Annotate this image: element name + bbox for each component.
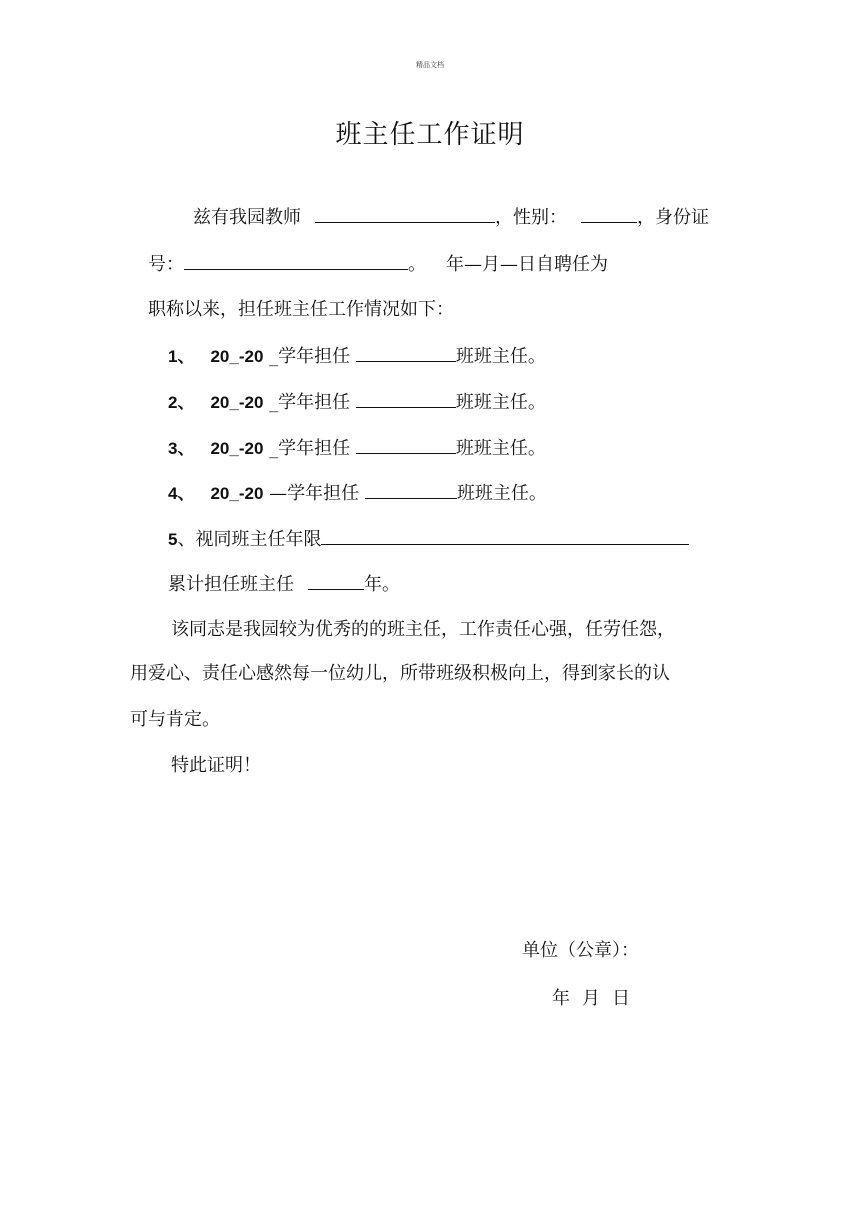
item-mid: —学年担任: [263, 483, 365, 504]
date-year: 年: [552, 988, 570, 1009]
class-blank: [356, 435, 456, 454]
years-equivalent-blank: [321, 526, 689, 545]
id-label-a: ，身份证: [637, 207, 709, 228]
document-title: 班主任工作证明: [335, 120, 525, 150]
list-item: [168, 435, 546, 461]
item-end: 班班主任。: [456, 483, 547, 504]
id-number-blank: [184, 251, 408, 270]
class-blank: [356, 389, 456, 408]
hire-date-text: 年—月—日自聘任为: [446, 254, 608, 275]
cumulative-years-blank: [308, 571, 364, 590]
item-number: 2、: [168, 393, 195, 412]
item-mid: _学年担任: [263, 346, 356, 367]
item-number: 1、: [168, 347, 195, 366]
praise-line-3: 可与肯定。: [130, 709, 220, 730]
list-item-5: [168, 526, 689, 552]
class-blank: [365, 480, 457, 499]
item-years: 20_-20: [210, 347, 264, 366]
item-number: 3、: [168, 439, 195, 458]
item-number: 4、: [168, 484, 195, 503]
intro-lead: 兹有我园教师: [193, 207, 301, 228]
gender-label: ，性别：: [495, 207, 567, 228]
praise-line-1: 该同志是我园较为优秀的的班主任，工作责任心强，任劳任怨，: [171, 619, 675, 640]
intro-line-3: 职称以来，担任班主任工作情况如下：: [148, 299, 454, 320]
list-item: [168, 389, 546, 415]
item-years: 20_-20: [210, 484, 264, 503]
date-month: 月: [582, 988, 600, 1009]
header-watermark: 精品文档: [416, 61, 444, 69]
intro-line-1: [193, 204, 709, 230]
item-end: 班班主任。: [455, 346, 546, 367]
item-years: 20_-20: [210, 439, 264, 458]
item-end: 班班主任。: [455, 392, 546, 413]
intro-line-2: [148, 251, 608, 277]
item-mid: _学年担任: [263, 438, 356, 459]
intro-period: 。: [408, 254, 426, 275]
cumulative-line: [168, 571, 400, 597]
date-day: 日: [612, 988, 630, 1009]
signature-date: [552, 987, 630, 1011]
praise-line-2: 用爱心、责任心感然每一位幼儿，所带班级积极向上，得到家长的认: [130, 663, 670, 684]
cumulative-end: 年。: [364, 574, 400, 595]
closing-text: 特此证明！: [171, 755, 261, 776]
item-number: 5: [168, 530, 178, 549]
list-item: [168, 343, 546, 369]
item-mid: _学年担任: [263, 392, 356, 413]
teacher-name-blank: [315, 204, 495, 223]
list-item: [168, 480, 547, 506]
item-years: 20_-20: [210, 393, 264, 412]
id-label-b: 号：: [148, 254, 184, 275]
item-end: 班班主任。: [455, 438, 546, 459]
gender-blank: [581, 204, 637, 223]
item5-text: 、视同班主任年限: [177, 529, 322, 550]
cumulative-lead: 累计担任班主任: [168, 574, 294, 595]
unit-seal-label: 单位（公章）：: [522, 940, 639, 961]
class-blank: [356, 343, 456, 362]
